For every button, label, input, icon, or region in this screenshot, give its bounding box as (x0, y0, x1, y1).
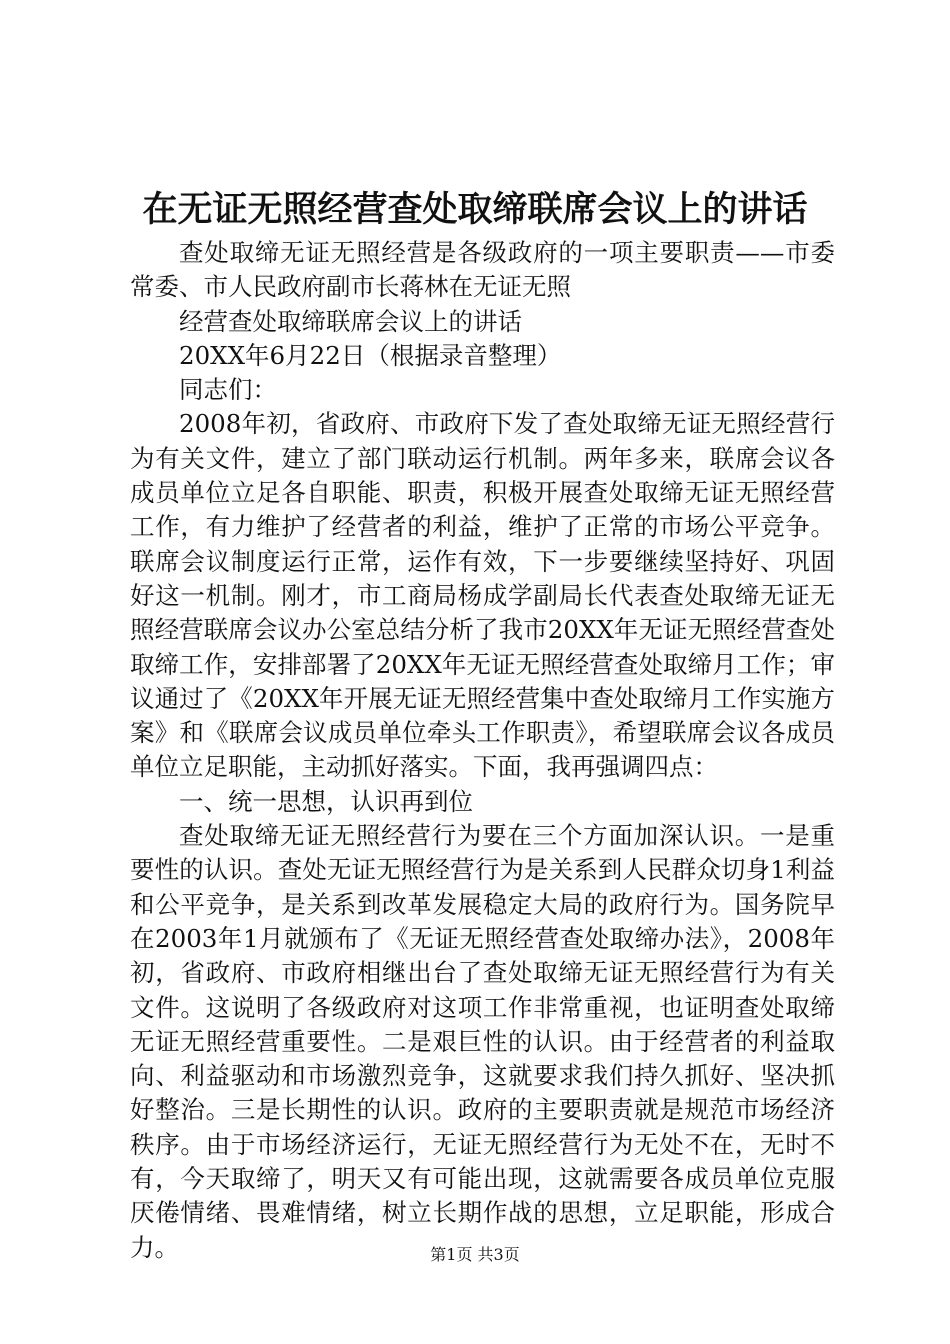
paragraph-intro: 查处取缔无证无照经营是各级政府的一项主要职责——市委常委、市人民政府副市长蒋林在无证无照 (130, 238, 835, 302)
document-body (130, 236, 835, 1265)
paragraph-date: 20XX年6月22日（根据录音整理） (179, 340, 562, 370)
paragraph-body-1: 2008年初，省政府、市政府下发了查处取缔无证无照经营行为有关文件，建立了部门联动运行机制。两年多来，联席会议各成员单位立足各自职能、职责，积极开展查处取缔无证无照经营工作，有力维护了经营者的利益，维护了正常的市场公平竞争。联席会议制度运行正常，运作有效，下一步要继续坚持好、巩固好这一机制。刚才，市工商局杨成学副局长代表查处取缔无证无照经营联席会议办公室总结分析了我市20XX年无证无照经营查处取缔工作，安排部署了20XX年无证无照经营查处取缔月工作；审议通过了《20XX年开展无证无照经营集中查处取缔月工作实施方案》和《联席会议成员单位牵头工作职责》，希望联席会议各成员单位立足职能，主动抓好落实。下面，我再强调四点： (130, 409, 835, 782)
document-title: 在无证无照经营查处取缔联席会议上的讲话 (142, 189, 808, 230)
paragraph-subtitle: 经营查处取缔联席会议上的讲话 (179, 306, 522, 336)
page-footer: 第1页 共3页 (430, 1245, 520, 1264)
paragraph-body-2: 查处取缔无证无照经营行为要在三个方面加深认识。一是重要性的认识。查处无证无照经营行为是关系到人民群众切身1利益和公平竞争，是关系到改革发展稳定大局的政府行为。国务院早在2003年1月就颁布了《无证无照经营查处取缔办法》，2008年初，省政府、市政府相继出台了查处取缔无证无照经营行为有关文件。这说明了各级政府对这项工作非常重视，也证明查处取缔无证无照经营重要性。二是艰巨性的认识。由于经营者的利益取向、利益驱动和市场激烈竞争，这就要求我们持久抓好、坚决抓好整治。三是长期性的认识。政府的主要职责就是规范市场经济秩序。由于市场经济运行，无证无照经营行为无处不在，无时不有，今天取缔了，明天又有可能出现，这就需要各成员单位克服厌倦情绪、畏难情绪，树立长期作战的思想，立足职能，形成合力。 (130, 821, 835, 1262)
paragraph-salutation: 同志们： (179, 375, 277, 405)
section-heading-1: 一、统一思想，认识再到位 (179, 786, 473, 816)
